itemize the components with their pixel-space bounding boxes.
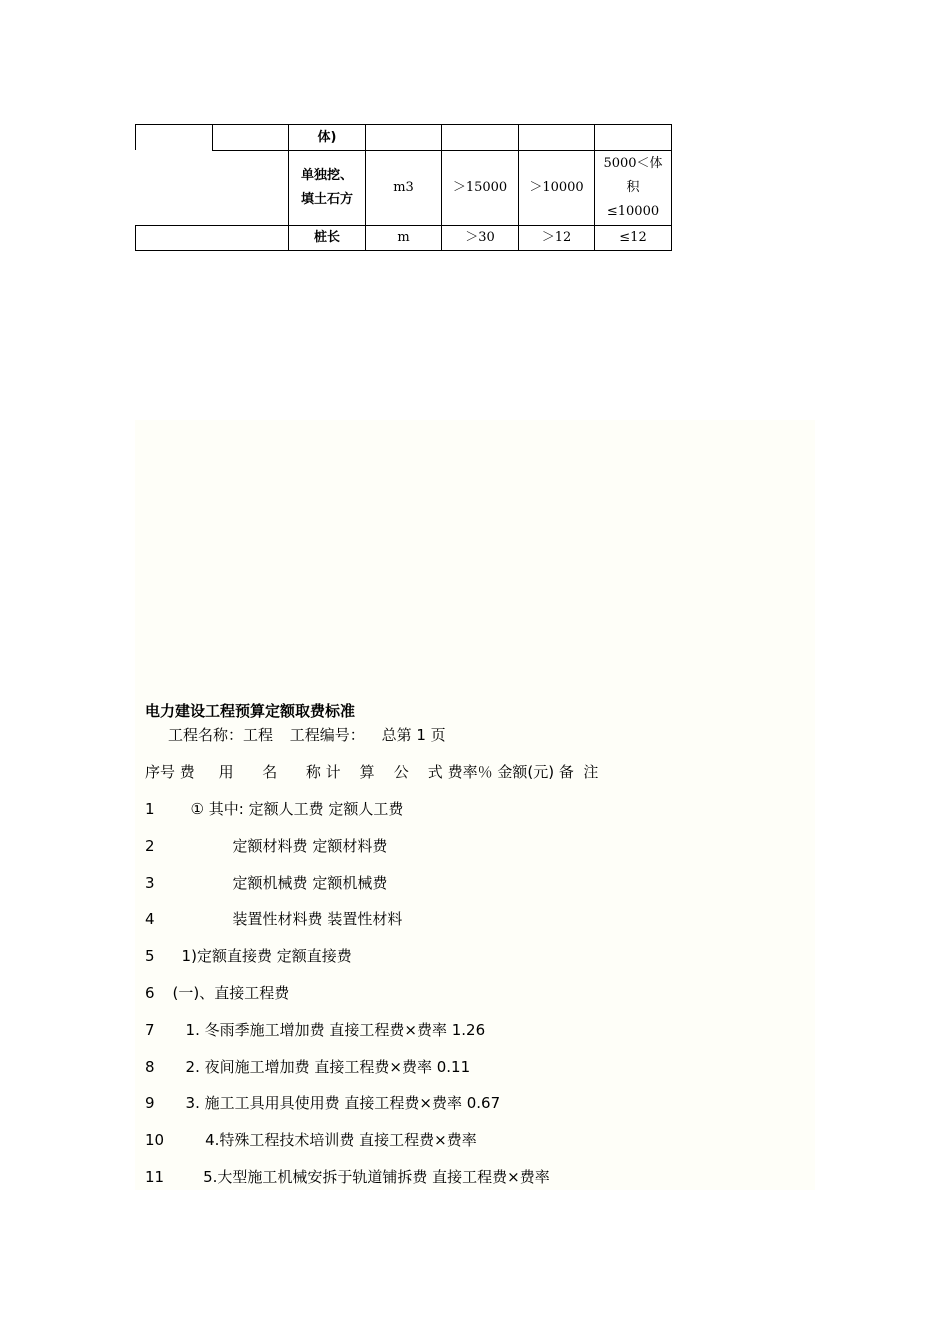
fee-item-text: (一)、直接工程费 xyxy=(172,984,290,1002)
fee-item-line xyxy=(145,945,352,966)
fee-item-text: 定额材料费 定额材料费 xyxy=(232,836,388,855)
fee-item-text: ① 其中: 定额人工费 定额人工费 xyxy=(190,800,404,818)
cell-line: 填土石方 xyxy=(300,192,353,207)
fee-item-line xyxy=(145,798,403,819)
fee-item-line xyxy=(145,982,289,1003)
fee-item-number: 6 xyxy=(145,984,155,1002)
table-line xyxy=(671,124,672,251)
project-number: 工程编号： xyxy=(289,726,365,744)
fee-item-text: 5.大型施工机械安拆于轨道铺拆费 直接工程费×费率 xyxy=(203,1168,550,1186)
table-cell-row2-item xyxy=(289,151,365,225)
cell-line: ≤10000 xyxy=(606,204,660,219)
fee-item-text: 3. 施工工具用具使用费 直接工程费×费率 0.67 xyxy=(185,1094,501,1113)
table-cell-row3-item: 桩长 xyxy=(313,230,340,245)
fee-item-line xyxy=(145,835,387,856)
fee-item-number: 8 xyxy=(145,1057,155,1076)
fee-item-number: 4 xyxy=(145,910,155,929)
fee-item-number: 1 xyxy=(145,800,155,818)
table-cell-row2-value3 xyxy=(595,151,671,225)
fee-item-line xyxy=(145,1092,500,1113)
cell-line: 5000＜体 xyxy=(603,156,663,171)
table-cell-row3-unit: m xyxy=(397,230,410,245)
table-line xyxy=(135,225,136,251)
fee-item-line xyxy=(145,908,402,929)
criteria-table xyxy=(0,0,950,260)
fee-item-text: 1)定额直接费 定额直接费 xyxy=(181,947,352,966)
fee-item-line xyxy=(145,1019,485,1040)
table-cell-row1-item: 体) xyxy=(317,129,337,145)
table-line xyxy=(212,124,213,151)
fee-item-number: 5 xyxy=(145,947,155,966)
cell-line: 单独挖、 xyxy=(300,168,353,183)
fee-item-text: 2. 夜间施工增加费 直接工程费×费率 0.11 xyxy=(185,1057,471,1076)
table-cell-row2-value2: ＞10000 xyxy=(529,180,584,195)
fee-item-number: 9 xyxy=(145,1094,155,1113)
table-cell-row2-unit: m3 xyxy=(393,180,414,195)
fee-item-line xyxy=(145,1056,470,1077)
fee-item-number: 10 xyxy=(145,1131,165,1150)
table-cell-row2-value1: ＞15000 xyxy=(452,180,508,195)
table-cell-row3-value2: ＞12 xyxy=(541,230,572,245)
table-line xyxy=(135,250,672,251)
fee-item-number: 11 xyxy=(145,1168,165,1186)
page-number: 总第 1 页 xyxy=(381,726,446,744)
fee-item-text: 4.特殊工程技术培训费 直接工程费×费率 xyxy=(205,1131,477,1150)
fee-item-text: 1. 冬雨季施工增加费 直接工程费×费率 1.26 xyxy=(185,1020,486,1039)
table-line xyxy=(135,124,136,150)
table-cell-row3-value1: ＞30 xyxy=(465,230,495,245)
fee-item-text: 装置性材料费 装置性材料 xyxy=(232,910,403,929)
document-title: 电力建设工程预算定额取费标准 xyxy=(145,702,356,720)
fee-item-line xyxy=(145,1129,477,1150)
table-cell-row3-value3: ≤12 xyxy=(619,230,647,245)
fee-item-line xyxy=(145,1166,550,1187)
fee-item-number: 3 xyxy=(145,873,155,892)
cell-line: 积 xyxy=(626,180,640,195)
fee-item-line xyxy=(145,872,387,893)
document-subtitle xyxy=(168,724,458,745)
column-header-row: 序号 费 用 名 称 计 算 公 式 费率％ 金额(元) 备 注 xyxy=(145,763,599,781)
fee-item-text: 定额机械费 定额机械费 xyxy=(232,873,388,892)
project-name: 工程名称：工程 xyxy=(168,726,274,744)
fee-item-number: 7 xyxy=(145,1020,155,1039)
fee-item-number: 2 xyxy=(145,836,155,855)
table-line xyxy=(135,124,672,125)
